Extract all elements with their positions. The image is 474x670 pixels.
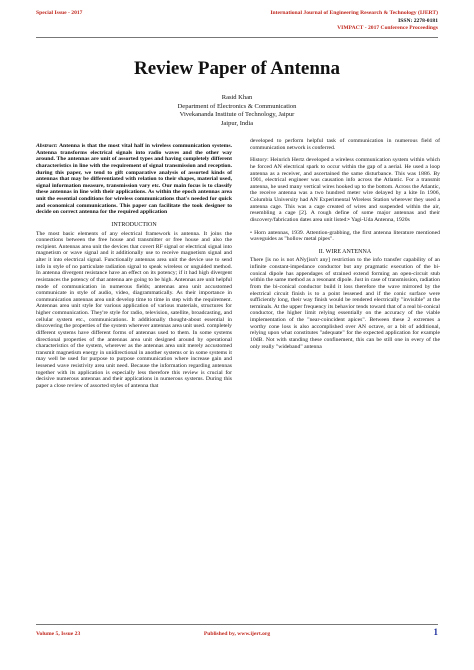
- abstract-text: Antenna is that the most vital half in wireless communication systems. Antenna transforms electrical signals into radio waves and the other way around. The antennas are unit of assorted types and having completely different characteristics in line with the requirement of signal transmission and reception. during this paper, we tend to gift comparative analysis of assorted kinds of antennas that may be differentiated with relation to their shapes, material used, signal information measure, transmission vary etc. Our main focus is to classify these antennas in line with their applications. As within the epoch antennas area unit the essential conditions for wireless communications that's needed for quick and economical communications. This paper can facilitate the took designer to decide on correct antenna for the required application: [36, 143, 233, 216]
- journal-header: [198, 10, 438, 33]
- right-column: [250, 138, 440, 350]
- proceedings-label: VIMPACT - 2017 Conference Proceedings: [337, 25, 438, 32]
- introduction-text: The most basic elements of any electrical framework is antenna. It joins the connections between the free house and transmitter or free house and also the recipient. Antennas area unit the devices that covert RF signal or electrical signal into magnetism or wave signal and it additionally use to receive magnetism signal and alter it into electrical signal. Functionally antennas area unit the device use to send info in style of no particulate radiation signal to speak wireless or unguided method. In antenna divergent resistance have an effect on its potency; if it had high divergent resistances the potency of that antenna are going to be high. Antennas are unit helpful mode of communication in numerous fields; antennas area unit accustomed communicate in style of audio, video, diagrammatically. As their importance in communication antennas area unit develop time to time in step with the requirement. Antennas area unit style for various application of various materials, structures for higher communication. They're style for radio, television, satellite, broadcasting, and cellular system etc., communications. It additionally thought-about essential in discovering the properties of the system wherever antennas area unit used. completely different systems have different forms of antennas used to them. In some systems directional properties of the antennas area unit designed around by operational characteristics of the system, wherever as the antennas area unit merely accustomed transmit magnetism energy in unidirectional in another systems or in some systems it may well be used for purpose to purpose communication where increase gain and lessened wave resistivity area unit need. Because the information regarding antennas together with its application is especially less therefore this review is crucial for decisive numerous antennas and their applications in numerous systems. During this paper a close review of assorted styles of antenna that: [36, 230, 232, 389]
- horn-antenna-paragraph: • Horn antennas, 1939. Attention-grabbing, the first antenna literature mentioned waveguides as "hollow metal pipes".: [250, 229, 440, 243]
- author-department: Department of Electronics & Communication: [177, 102, 297, 110]
- wire-antenna-heading: II. WIRE ANTENNA: [318, 248, 372, 255]
- abstract-label: Abstract:: [36, 143, 58, 149]
- publisher-link[interactable]: Published by, www.ijert.org: [203, 631, 271, 637]
- wire-antenna-text: There [is no is not ANy[isn't any] restriction to the info transfer capability of an infinite constant-impedance conductor but any pragmatic execution of the bi-conical dipole has appendages of strained extend forming an open-circuit stub within the same method as a resonant dipole. Just in case of transmission, radiation from the bi-conical conductor build it loss therefore the wave mirrored by the electrical circuit finish is to a point lessened and if the conic surface were sufficiently long, their way finish would be rendered electrically "invisible" at the terminals. At the upper frequency its behavior tends toward that of a real bi-conical conductor, the higher limit relying essentially on the accuracy of the viable implementation of the "near-coincident apices". Between these 2 extremes a worthy cone loss is also accomplished over AN octave, or a bit of additional, relying upon what constitutes "adequate" for the expected application for example 10dB. Not with standing these confinement, this can be still one in every of the only really "wideband" antenna: [250, 257, 440, 350]
- header-divider: [36, 37, 438, 38]
- special-issue-label: Special Issue - 2017: [36, 10, 83, 16]
- author-block: [0, 94, 474, 128]
- page-number: 1: [433, 627, 438, 637]
- author-institute: Vivekananda Institute of Technology, Jaipur: [179, 111, 295, 119]
- left-column: [36, 143, 232, 390]
- journal-name: International Journal of Engineering Research & Technology (IJERT): [270, 10, 438, 16]
- introduction-heading: INTRODUCTION: [111, 221, 157, 228]
- author-location: Jaipur, India: [220, 119, 254, 127]
- volume-issue: Volume 5, Issue 23: [36, 631, 81, 637]
- issn: ISSN: 2278-0181: [398, 17, 438, 24]
- paper-title: Review Paper of Antenna: [134, 58, 340, 79]
- history-paragraph: History: Heinrich Hertz developed a wireless communication system within which he forced AN electrical spark to occur within the gap of a aerial. He used a loop antenna as a receiver, and ascertained the same disturbance. This was 1886. By 1901, electrical engineer was causation info across the Atlantic. For a transmit antenna, he used many vertical wires hooked up to the bottom. Across the Atlantic, the receive antenna was a two hundred meter wire delayed by a kite In 1906, Columbia University had AN Experimental Wireless Station wherever they used a antenna cage. This was a cage created of wires and suspended within the air, resembling a cage [2]. A rough define of some major antennas and their discovery/fabrication dates area unit listed:• Yagi-Uda Antenna, 1920s: [250, 157, 440, 223]
- abstract: [36, 143, 232, 216]
- footer-divider: [36, 624, 438, 625]
- author-name: Rasid Khan: [221, 94, 253, 101]
- intro-continuation: developed to perform helpful task of communication in numerous field of communication network is conferred.: [250, 138, 440, 151]
